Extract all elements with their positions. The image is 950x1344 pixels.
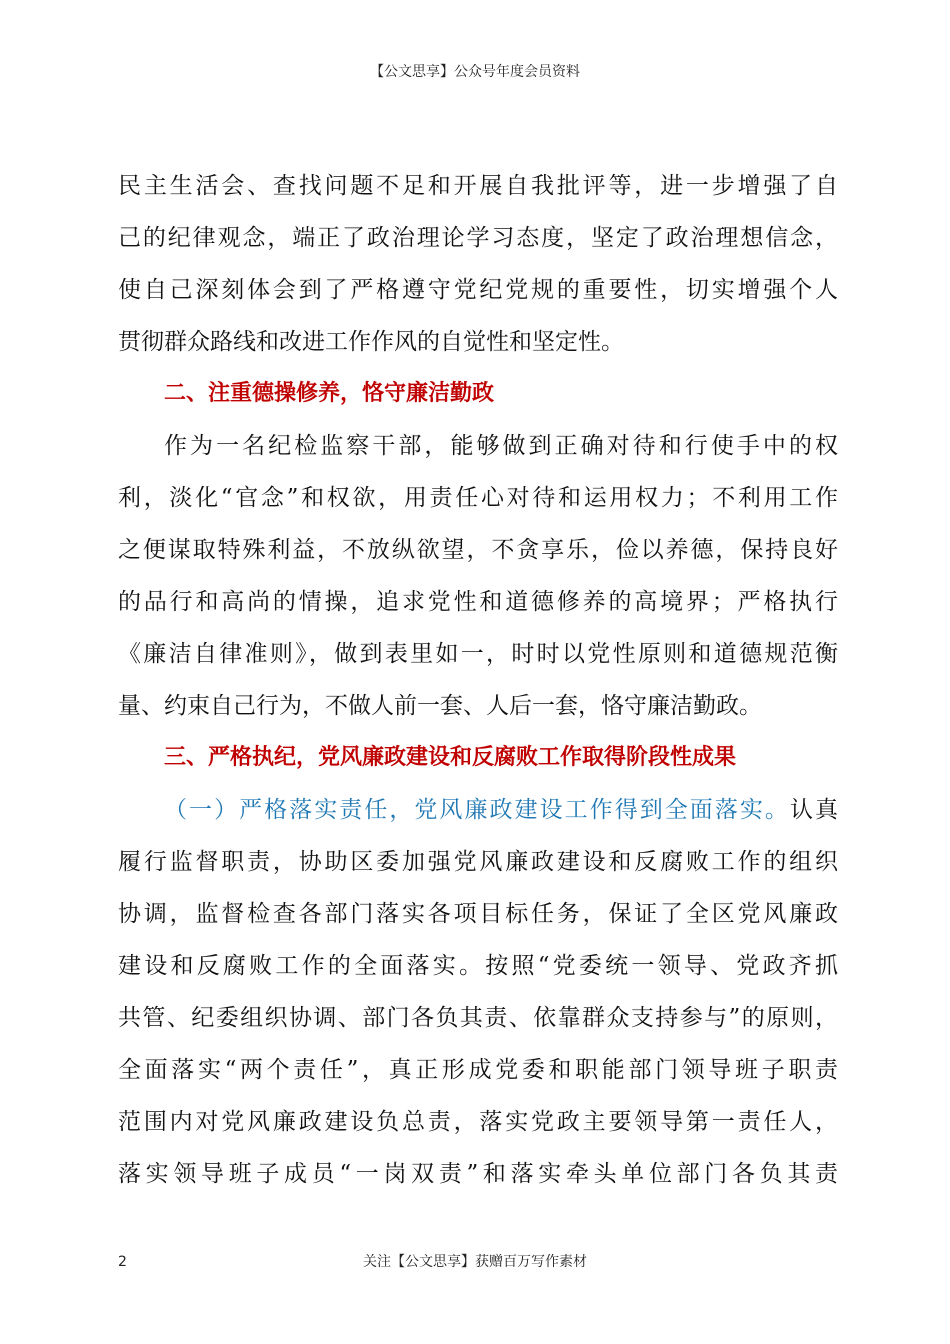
paragraph-line: 民主生活会、查找问题不足和开展自我批评等，进一步增强了自 [118,173,838,199]
paragraph-line: 量、约束自己行为，不做人前一套、人后一套，恪守廉洁勤政。 [118,693,762,719]
paragraph-line: 己的纪律观念，端正了政治理论学习态度，坚定了政治理想信念， [118,225,838,251]
paragraph-line: 履行监督职责，协助区委加强党风廉政建设和反腐败工作的组织 [118,849,838,875]
page-header: 【公文思享】公众号年度会员资料 [370,64,580,80]
paragraph-line: 使自己深刻体会到了严格遵守党纪党规的重要性，切实增强个人 [118,277,838,303]
section-heading-2: 二、注重德操修养，恪守廉洁勤政 [164,381,495,406]
page-number: 2 [118,1254,127,1270]
paragraph-line: 落实领导班子成员“一岗双责”和落实牵头单位部门各负其责 [118,1161,838,1187]
paragraph-line: 全面落实“两个责任”，真正形成党委和职能部门领导班子职责 [118,1057,838,1083]
subheading-rest: 认真 [789,797,838,823]
subheading-line [118,784,838,836]
paragraph-line: 的品行和高尚的情操，追求党性和道德修养的高境界；严格执行 [118,589,838,615]
paragraph-line: 协调，监督检查各部门落实各项目标任务，保证了全区党风廉政 [118,901,838,927]
paragraph-line: 之便谋取特殊利益，不放纵欲望，不贪享乐，俭以养德，保持良好 [118,537,838,563]
paragraph-line: 共管、纪委组织协调、部门各负其责、依靠群众支持参与”的原则， [118,1005,838,1031]
paragraph-line: 《廉洁自律准则》，做到表里如一，时时以党性原则和道德规范衡 [118,641,838,667]
paragraph-line: 贯彻群众路线和改进工作作风的自觉性和坚定性。 [118,329,624,355]
page-footer: 关注【公文思享】获赠百万写作素材 [363,1254,587,1270]
paragraph-line: 范围内对党风廉政建设负总责，落实党政主要领导第一责任人， [118,1109,838,1135]
subheading-label: （一）严格落实责任，党风廉政建设工作得到全面落实。 [164,797,790,823]
paragraph-line: 利，淡化“官念”和权欲，用责任心对待和运用权力；不利用工作 [118,485,838,511]
paragraph-line: 建设和反腐败工作的全面落实。按照“党委统一领导、党政齐抓 [118,953,838,979]
paragraph-line: 作为一名纪检监察干部，能够做到正确对待和行使手中的权 [164,433,838,459]
section-heading-3: 三、严格执纪，党风廉政建设和反腐败工作取得阶段性成果 [164,745,737,770]
document-body [118,160,838,1200]
